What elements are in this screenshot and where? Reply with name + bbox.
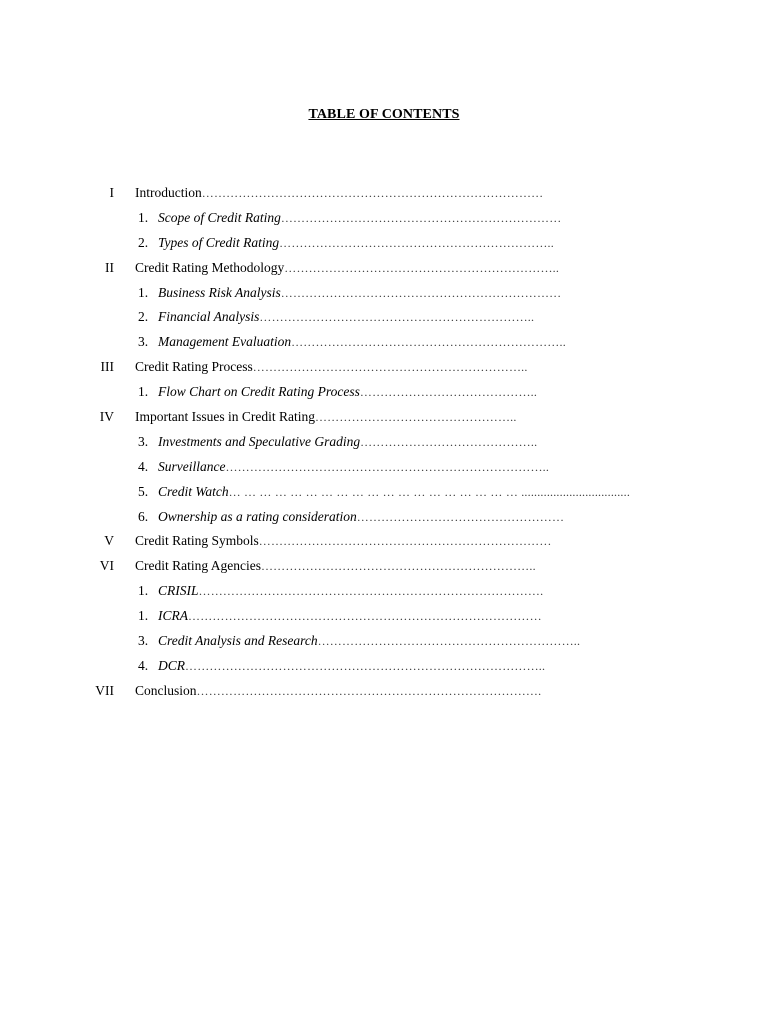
section-title: Introduction bbox=[135, 185, 202, 200]
subsection-title: DCR bbox=[158, 657, 185, 673]
subsection-number: 1. bbox=[138, 384, 149, 400]
dot-leader: ………………………………………………………….. bbox=[291, 335, 566, 350]
subsection-number: 4. bbox=[138, 458, 149, 474]
subsection-number: 4. bbox=[138, 657, 149, 673]
section-number: II bbox=[105, 259, 114, 275]
dot-leader: ………………………………………………………….. bbox=[259, 310, 535, 325]
toc-entry bbox=[135, 260, 559, 276]
toc-subsection-row bbox=[0, 306, 768, 331]
toc-subsection-row bbox=[0, 506, 768, 531]
dot-leader: … … … … … … … … … … … … … … … … … … … .................................. bbox=[228, 484, 631, 499]
toc-entry bbox=[138, 235, 554, 251]
subsection-title: CRISIL bbox=[158, 583, 199, 599]
toc-entry bbox=[135, 359, 528, 375]
dot-leader: ………………………………………………………….. bbox=[260, 559, 536, 574]
subsection-number: 3. bbox=[138, 433, 149, 449]
subsection-number: 5. bbox=[138, 483, 149, 499]
subsection-number: 3. bbox=[138, 633, 149, 649]
dot-leader: …………………………………………………………………………….. bbox=[185, 658, 546, 673]
toc-subsection-row bbox=[0, 232, 768, 257]
toc-subsection-row bbox=[0, 481, 768, 506]
toc-entry bbox=[138, 459, 549, 475]
toc-entry bbox=[138, 633, 580, 649]
dot-leader: …………………………………………… bbox=[356, 509, 565, 524]
toc-entry bbox=[138, 309, 534, 325]
toc-subsection-row bbox=[0, 381, 768, 406]
dot-leader: ………………………………………………………….. bbox=[252, 360, 528, 375]
dot-leader: ……………………………………………………………… bbox=[258, 534, 552, 549]
subsection-title: Ownership as a rating consideration bbox=[158, 508, 357, 524]
subsection-number: 1. bbox=[138, 209, 149, 225]
dot-leader: …………………………………….. bbox=[359, 385, 538, 400]
toc-entry bbox=[135, 558, 536, 574]
toc-entry bbox=[135, 533, 552, 549]
section-number: VI bbox=[99, 558, 114, 574]
subsection-title: Investments and Speculative Grading bbox=[158, 433, 361, 449]
dot-leader: …………………………………….. bbox=[360, 434, 538, 449]
toc-subsection-row bbox=[0, 630, 768, 655]
subsection-title: ICRA bbox=[158, 608, 188, 624]
toc-entry bbox=[138, 434, 537, 450]
toc-section-row bbox=[0, 257, 768, 282]
dot-leader: …………………………………………………………………….. bbox=[225, 459, 550, 474]
subsection-number: 1. bbox=[138, 583, 149, 599]
section-number: I bbox=[109, 185, 114, 200]
section-title: Credit Rating Agencies bbox=[135, 558, 261, 574]
toc-list bbox=[0, 182, 768, 705]
subsection-title: Flow Chart on Credit Rating Process bbox=[158, 384, 360, 400]
subsection-number: 2. bbox=[138, 309, 149, 325]
subsection-number: 1. bbox=[138, 284, 149, 300]
subsection-title: Management Evaluation bbox=[158, 334, 292, 350]
toc-subsection-row bbox=[0, 282, 768, 307]
toc-entry bbox=[138, 658, 545, 674]
dot-leader: ………………………………………………………….. bbox=[284, 260, 560, 275]
toc-section-row bbox=[0, 182, 768, 207]
subsection-number: 1. bbox=[138, 608, 149, 624]
section-title: Important Issues in Credit Rating bbox=[135, 409, 315, 425]
dot-leader: ……………………………………………………….. bbox=[317, 634, 581, 649]
section-number: IV bbox=[99, 409, 114, 425]
subsection-title: Financial Analysis bbox=[158, 309, 260, 325]
section-title: Credit Rating Methodology bbox=[135, 259, 285, 275]
dot-leader: …………………………………………………………………………… bbox=[188, 609, 542, 624]
toc-entry bbox=[138, 384, 537, 400]
toc-entry bbox=[138, 509, 564, 525]
toc-section-row bbox=[0, 555, 768, 580]
section-number: III bbox=[100, 359, 114, 375]
section-number: VII bbox=[95, 682, 114, 698]
subsection-title: Surveillance bbox=[158, 458, 226, 474]
toc-entry bbox=[135, 185, 543, 201]
dot-leader: ………………………………………….. bbox=[314, 410, 517, 425]
toc-section-row bbox=[0, 530, 768, 555]
dot-leader: …………………………………………………………………………. bbox=[196, 683, 542, 698]
toc-entry bbox=[138, 583, 543, 599]
toc-subsection-row bbox=[0, 431, 768, 456]
section-title: Credit Rating Symbols bbox=[135, 533, 259, 549]
toc-subsection-row bbox=[0, 456, 768, 481]
subsection-title: Business Risk Analysis bbox=[158, 284, 281, 300]
toc-subsection-row bbox=[0, 655, 768, 680]
section-number: V bbox=[104, 533, 114, 549]
toc-subsection-row bbox=[0, 605, 768, 630]
toc-section-row bbox=[0, 406, 768, 431]
subsection-number: 6. bbox=[138, 508, 149, 524]
toc-entry bbox=[138, 484, 630, 500]
toc-entry bbox=[135, 409, 517, 425]
toc-subsection-row bbox=[0, 580, 768, 605]
subsection-title: Scope of Credit Rating bbox=[158, 209, 281, 225]
dot-leader: …………………………………………………………… bbox=[280, 210, 562, 225]
toc-section-row bbox=[0, 680, 768, 705]
dot-leader: …………………………………………………………………………. bbox=[198, 584, 544, 599]
section-title: Credit Rating Process bbox=[135, 359, 253, 375]
subsection-title: Credit Analysis and Research bbox=[158, 633, 318, 649]
section-title: Conclusion bbox=[135, 682, 197, 698]
subsection-title: Types of Credit Rating bbox=[158, 234, 280, 250]
dot-leader: ………………………………………………………………………… bbox=[201, 186, 544, 200]
toc-entry bbox=[138, 285, 561, 301]
toc-title: TABLE OF CONTENTS bbox=[308, 107, 460, 122]
subsection-number: 2. bbox=[138, 234, 149, 250]
toc-entry bbox=[135, 683, 541, 699]
subsection-number: 3. bbox=[138, 334, 149, 350]
toc-section-row bbox=[0, 356, 768, 381]
toc-entry bbox=[138, 334, 566, 350]
subsection-title: Credit Watch bbox=[158, 483, 229, 499]
toc-entry bbox=[138, 608, 542, 624]
dot-leader: ………………………………………………………….. bbox=[279, 235, 554, 250]
dot-leader: …………………………………………………………… bbox=[280, 285, 562, 300]
toc-entry bbox=[138, 210, 561, 226]
toc-subsection-row bbox=[0, 207, 768, 232]
toc-subsection-row bbox=[0, 331, 768, 356]
